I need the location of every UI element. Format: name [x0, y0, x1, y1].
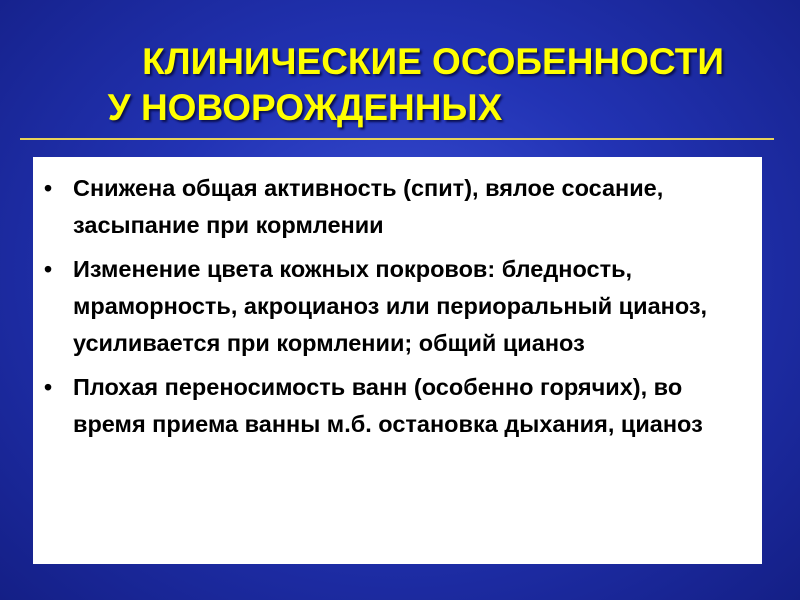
- bullet-item: [43, 170, 743, 244]
- slide-title: [0, 39, 800, 131]
- bullet-text: Плохая переносимость ванн (особенно горячих), во время приема ванны м.б. остановка дыхания, цианоз: [73, 374, 703, 437]
- bullet-item: [43, 369, 743, 443]
- bullet-list: [43, 170, 743, 450]
- bullet-dot-icon: •: [44, 374, 53, 400]
- bullet-text: Изменение цвета кожных покровов: бледность, мраморность, акроцианоз или периоральный цианоз, усиливается при кормлении; общий цианоз: [73, 256, 708, 356]
- slide-title-line-1: КЛИНИЧЕСКИЕ ОСОБЕННОСТИ: [142, 40, 724, 82]
- slide-title-line-2: У НОВОРОЖДЕННЫХ: [107, 86, 503, 128]
- bullet-dot-icon: •: [44, 175, 53, 201]
- title-divider: [20, 138, 774, 140]
- bullet-text: Снижена общая активность (спит), вялое сосание, засыпание при кормлении: [73, 175, 664, 238]
- content-panel: [33, 157, 762, 564]
- bullet-dot-icon: •: [44, 256, 53, 282]
- bullet-item: [43, 251, 743, 362]
